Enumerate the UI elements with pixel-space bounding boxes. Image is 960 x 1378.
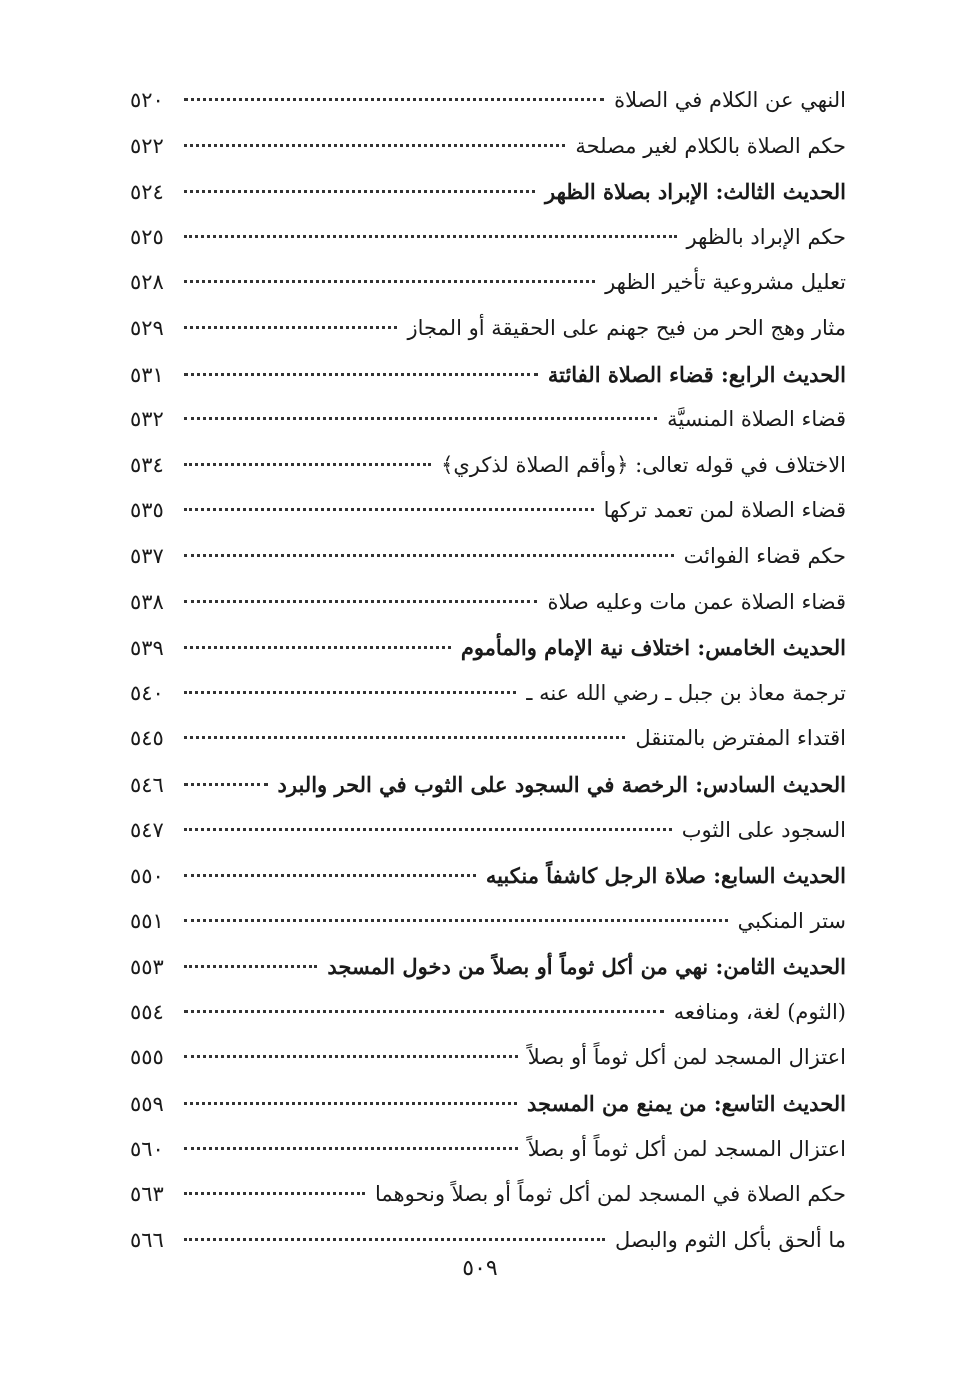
toc-entry <box>130 990 846 1036</box>
toc-entry-page: ٥٣٤ <box>130 452 164 477</box>
dot-leader <box>184 548 674 557</box>
toc-entry-title: اعتزال المسجد لمن أكل ثوماً أو بصلاً <box>527 1136 846 1161</box>
dot-leader <box>184 1141 518 1150</box>
toc-entry <box>130 580 846 626</box>
toc-entry <box>130 215 846 261</box>
toc-entry <box>130 488 846 534</box>
toc-entry-title: قضاء الصلاة عمن مات وعليه صلاة <box>547 589 846 614</box>
toc-entry <box>130 671 846 717</box>
dot-leader <box>184 411 657 420</box>
toc-heading <box>130 352 846 398</box>
toc-entry-page: ٥٣١ <box>130 362 164 387</box>
toc-entry <box>130 716 846 762</box>
toc-entry-title: قضاء الصلاة لمن تعمد تركها <box>603 498 846 523</box>
toc-heading <box>130 1081 846 1127</box>
toc-heading <box>130 169 846 215</box>
dot-leader <box>184 229 677 238</box>
toc-entry-page: ٥٥٠ <box>130 864 164 889</box>
toc-heading-title: الحديث السادس: الرخصة في السجود على الثوب في الحر والبرد <box>277 771 846 797</box>
dot-leader <box>184 685 516 694</box>
toc-entry-title: حكم الصلاة في المسجد لمن أكل ثوماً أو بصلاً ونحوهما <box>374 1182 846 1207</box>
toc-heading <box>130 944 846 990</box>
dot-leader <box>184 1096 517 1105</box>
toc-heading-title: الحديث التاسع: من يمنع من المسجد <box>527 1091 846 1117</box>
toc-entry <box>130 260 846 306</box>
toc-entry <box>130 1172 846 1218</box>
dot-leader <box>184 1186 365 1195</box>
toc-entry-title: السجود على الثوب <box>681 817 846 842</box>
toc-entry-title: النهي عن الكلام في الصلاة <box>614 88 846 112</box>
toc-entry-title: حكم قضاء الفوائت <box>683 543 846 568</box>
toc-heading-title: الحديث الثالث: الإبراد بصلاة الظهر <box>544 179 846 205</box>
toc-entry-title: اعتزال المسجد لمن أكل ثوماً أو بصلاً <box>527 1045 846 1070</box>
toc-entry-page: ٥٣٩ <box>130 636 164 661</box>
toc-entry <box>130 534 846 580</box>
toc-entry-title: تعليل مشروعية تأخير الظهر <box>605 270 846 295</box>
toc-entry-page: ٥٢٤ <box>130 180 164 205</box>
toc-entry-page: ٥٥٤ <box>130 999 164 1024</box>
dot-leader <box>184 367 538 376</box>
dot-leader <box>184 457 431 466</box>
toc-entry-title: ما ألحق بأكل الثوم والبصل <box>614 1227 846 1252</box>
dot-leader <box>184 1232 605 1241</box>
toc-entry-page: ٥٦٠ <box>130 1136 164 1161</box>
toc-entry-page: ٥٤٥ <box>130 726 164 751</box>
toc-entry-page: ٥٤٠ <box>130 680 164 705</box>
dot-leader <box>184 868 476 877</box>
toc-entry-page: ٥٥٥ <box>130 1045 164 1070</box>
toc-heading <box>130 625 846 671</box>
toc-entry-page: ٥٤٦ <box>130 772 164 797</box>
dot-leader <box>184 92 604 101</box>
toc-entry-page: ٥٢٩ <box>130 315 164 340</box>
toc-entry-page: ٥٥٣ <box>130 955 164 980</box>
toc-entry-page: ٥٥٩ <box>130 1092 164 1117</box>
toc-entry-page: ٥٢٨ <box>130 270 164 295</box>
toc-entry-title: ترجمة معاذ بن جبل ـ رضي الله عنه ـ <box>526 680 846 705</box>
dot-leader <box>184 730 625 739</box>
toc-entry-page: ٥٥١ <box>130 908 164 933</box>
dot-leader <box>184 1049 518 1058</box>
toc-heading-title: الحديث الخامس: اختلاف نية الإمام والمأموم <box>460 635 846 661</box>
toc-entry-title: حكم الصلاة بالكلام لغير مصلحة <box>575 133 846 158</box>
toc-entry-page: ٥٣٥ <box>130 498 164 523</box>
toc-entry-title: مثار وهج الحر من فيح جهنم على الحقيقة أو المجاز <box>407 315 846 340</box>
dot-leader <box>184 320 397 329</box>
toc-entry-page: ٥٢٢ <box>130 133 164 158</box>
toc-entry <box>130 78 846 124</box>
toc-entry <box>130 124 846 170</box>
toc-heading-title: الحديث الرابع: قضاء الصلاة الفائتة <box>547 361 846 387</box>
dot-leader <box>184 502 594 511</box>
toc-entry-title: حكم الإبراد بالظهر <box>686 224 846 249</box>
dot-leader <box>184 822 672 831</box>
toc-heading-title: الحديث الثامن: نهي من أكل ثوماً أو بصلاً من دخول المسجد <box>327 954 846 980</box>
toc-entry-title: قضاء الصلاة المنسيَّة <box>667 407 846 432</box>
dot-leader <box>184 138 565 147</box>
dot-leader <box>184 777 268 786</box>
toc-entry-page: ٥٢٠ <box>130 88 164 112</box>
toc-entry-page: ٥٢٥ <box>130 224 164 249</box>
toc-entry-page: ٥٣٨ <box>130 589 164 614</box>
toc-heading-title: الحديث السابع: صلاة الرجل كاشفاً منكبيه <box>485 863 846 889</box>
dot-leader <box>184 913 728 922</box>
toc-entry-title: (الثوم) لغة، ومنافعه <box>673 999 846 1024</box>
toc-entry-page: ٥٣٧ <box>130 543 164 568</box>
toc-entry <box>130 899 846 945</box>
toc-entry-page: ٥٦٦ <box>130 1227 164 1252</box>
toc-entry <box>130 443 846 489</box>
dot-leader <box>184 959 317 968</box>
dot-leader <box>184 640 451 649</box>
toc-entry <box>130 1127 846 1173</box>
table-of-contents <box>130 78 846 1263</box>
dot-leader <box>184 594 537 603</box>
toc-entry-title: اقتداء المفترض بالمتنقل <box>635 726 846 751</box>
toc-entry-page: ٥٣٢ <box>130 407 164 432</box>
dot-leader <box>184 1004 664 1013</box>
toc-entry <box>130 1035 846 1081</box>
toc-heading <box>130 853 846 899</box>
toc-entry-page: ٥٦٣ <box>130 1182 164 1207</box>
toc-entry-title: ستر المنكبي <box>737 908 846 933</box>
toc-entry-page: ٥٤٧ <box>130 817 164 842</box>
dot-leader <box>184 274 595 283</box>
toc-entry <box>130 306 846 352</box>
toc-entry <box>130 808 846 854</box>
toc-entry-title: الاختلاف في قوله تعالى: ﴿وأقم الصلاة لذكري﴾ <box>441 452 846 477</box>
toc-heading <box>130 762 846 808</box>
dot-leader <box>184 184 535 193</box>
toc-entry <box>130 397 846 443</box>
page-number: ٥٠٩ <box>462 1256 498 1281</box>
